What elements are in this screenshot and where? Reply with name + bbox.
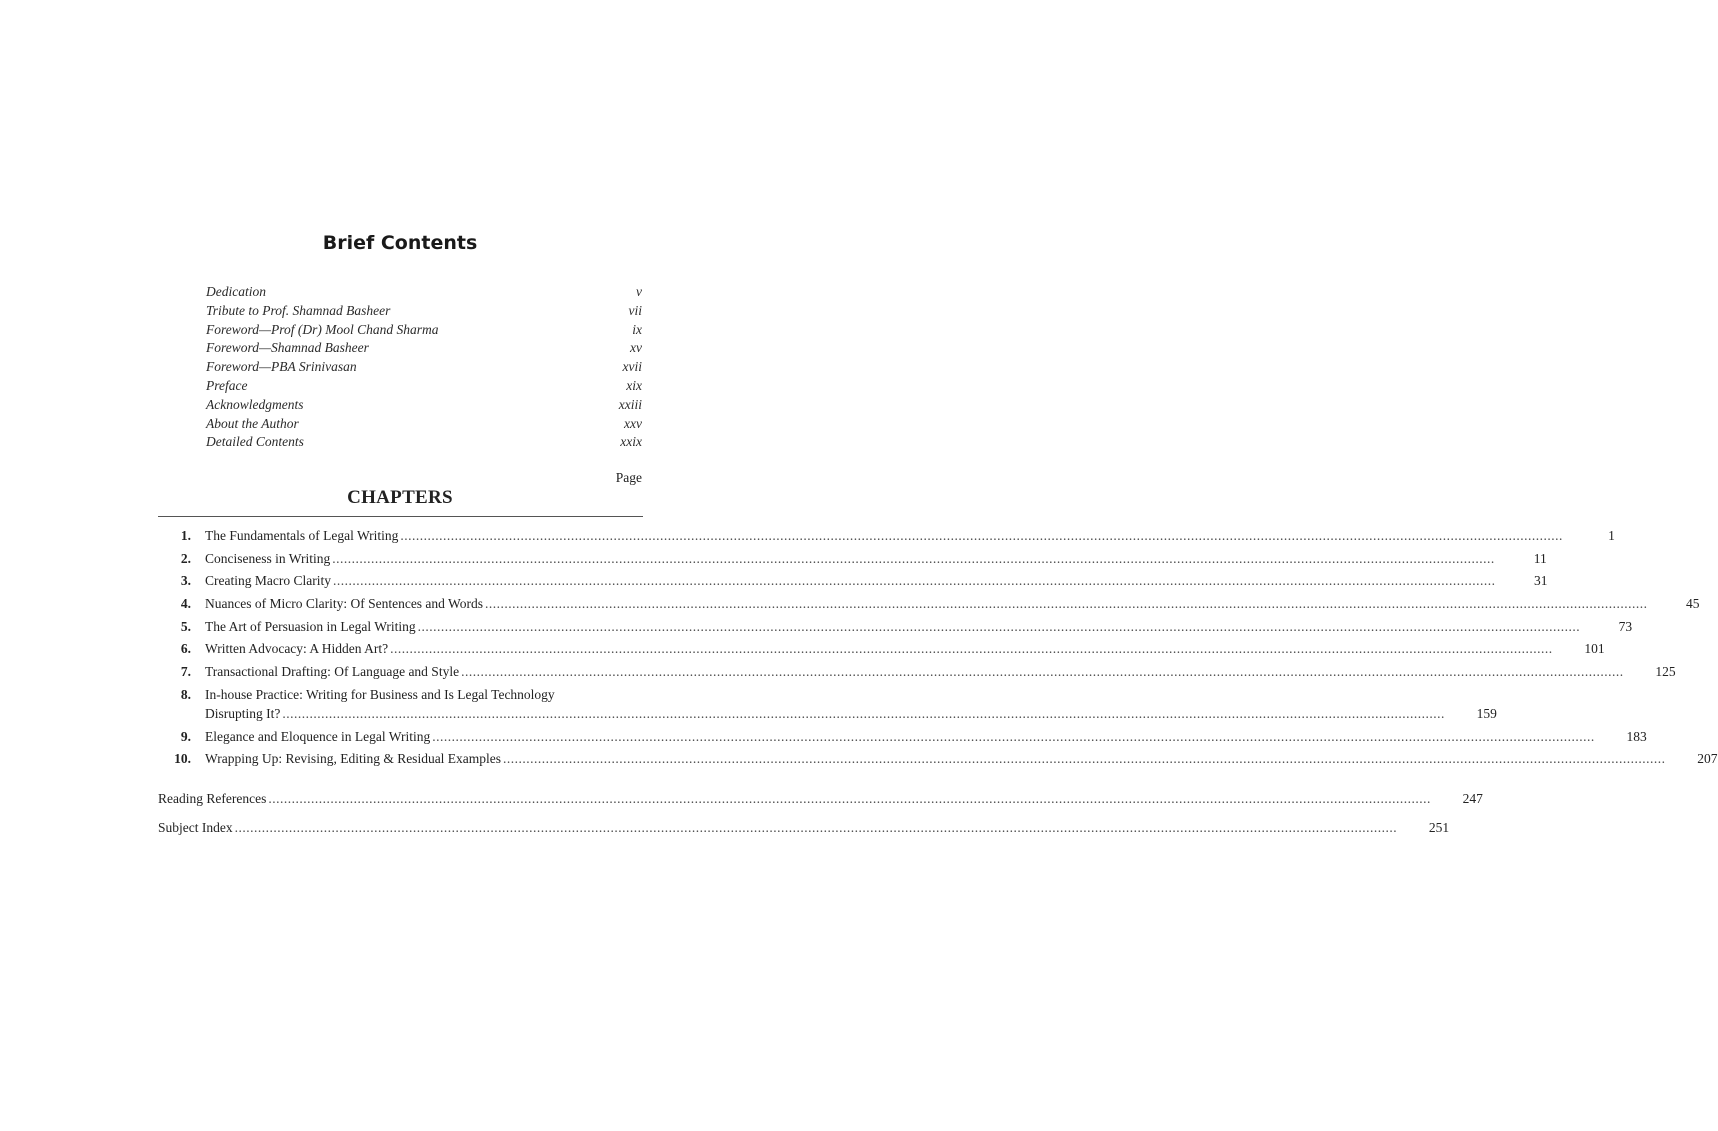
back-matter-page: 247	[1462, 791, 1483, 806]
prelim-label: Acknowledgments	[206, 396, 304, 412]
prelim-label: Preface	[206, 377, 248, 393]
chapter-body	[205, 594, 1699, 613]
prelim-label: Tribute to Prof. Shamnad Basheer	[206, 302, 391, 318]
chapter-entry	[158, 639, 1605, 658]
chapter-title: Transactional Drafting: Of Language and Style	[205, 664, 460, 680]
prelim-page: xxiii	[618, 396, 642, 412]
prelim-entry	[206, 415, 642, 434]
chapter-title: In-house Practice: Writing for Business and Is Legal Technology	[205, 686, 555, 702]
chapter-number: 10.	[174, 751, 191, 767]
divider-rule	[158, 516, 643, 517]
chapter-page: 31	[1533, 573, 1548, 589]
chapter-entry	[158, 571, 1548, 590]
chapter-body	[205, 749, 1718, 768]
chapter-title: Nuances of Micro Clarity: Of Sentences and Words	[205, 596, 483, 612]
chapter-line	[205, 571, 1547, 590]
prelim-page: xxix	[620, 434, 642, 450]
dot-leader: ............................................................................................................................................................................................................................................................................................................	[282, 705, 1445, 721]
prelim-label: Foreword—PBA Srinivasan	[206, 359, 357, 375]
chapter-entry	[158, 662, 1676, 681]
chapter-body	[205, 662, 1676, 681]
chapters-heading: CHAPTERS	[347, 487, 453, 508]
chapter-number: 7.	[180, 664, 191, 680]
chapter-line	[205, 594, 1699, 613]
chapter-page: 159	[1476, 705, 1497, 721]
prelim-page: v	[636, 284, 642, 299]
prelim-page: ix	[632, 321, 642, 337]
chapter-line	[205, 662, 1676, 681]
chapter-title: Creating Macro Clarity	[205, 573, 331, 589]
back-matter-line	[158, 789, 1483, 808]
dot-leader: ............................................................................................................................................................................................................................................................................................................	[268, 791, 1431, 806]
chapter-entry	[158, 526, 1615, 545]
chapter-title: Written Advocacy: A Hidden Art?	[205, 641, 389, 657]
chapter-body	[205, 727, 1647, 746]
chapter-page: 207	[1697, 751, 1718, 767]
chapter-title: Elegance and Eloquence in Legal Writing	[205, 728, 431, 744]
page-title: Brief Contents	[322, 232, 478, 254]
prelim-label: Foreword—Prof (Dr) Mool Chand Sharma	[206, 321, 439, 337]
chapter-page: 183	[1626, 728, 1647, 744]
dot-leader: ............................................................................................................................................................................................................................................................................................................	[400, 528, 1563, 543]
prelim-entry	[206, 433, 642, 452]
prelim-label: Foreword—Shamnad Basheer	[206, 340, 369, 356]
prelim-entry	[206, 339, 642, 358]
back-matter-entry	[158, 818, 1450, 837]
chapter-body	[205, 571, 1547, 590]
prelim-page: vii	[628, 302, 642, 318]
chapter-body	[205, 617, 1632, 636]
prelim-entry	[206, 358, 642, 377]
prelim-label: Dedication	[206, 284, 266, 299]
chapter-title: The Fundamentals of Legal Writing	[205, 528, 399, 543]
prelim-page: xix	[626, 377, 642, 393]
chapter-body	[205, 526, 1615, 545]
prelim-entry	[206, 396, 642, 415]
prelim-label: Detailed Contents	[206, 434, 304, 450]
chapter-number: 1.	[180, 528, 191, 543]
prelim-label: About the Author	[206, 415, 299, 431]
chapter-body	[205, 639, 1605, 658]
prelim-page: xvii	[622, 359, 642, 375]
chapter-page: 45	[1685, 596, 1700, 612]
chapter-title: The Art of Persuasion in Legal Writing	[205, 618, 416, 634]
prelims-list	[206, 283, 642, 452]
chapter-number: 5.	[180, 618, 191, 634]
prelim-entry	[206, 321, 642, 340]
chapter-number: 4.	[180, 596, 191, 612]
back-matter-entry	[158, 789, 1483, 808]
chapters-list	[158, 526, 1718, 772]
chapter-page: 73	[1618, 618, 1633, 634]
dot-leader: ............................................................................................................................................................................................................................................................................................................	[503, 751, 1666, 767]
back-matter-label: Subject Index	[158, 820, 233, 835]
chapter-entry	[158, 685, 1497, 723]
prelim-entry	[206, 283, 642, 302]
chapter-title: Wrapping Up: Revising, Editing & Residual Examples	[205, 751, 502, 767]
chapter-number: 6.	[180, 641, 191, 657]
dot-leader: ............................................................................................................................................................................................................................................................................................................	[234, 820, 1398, 835]
chapter-page: 11	[1533, 550, 1547, 566]
chapter-line	[205, 639, 1605, 658]
chapter-number: 8.	[180, 686, 191, 702]
chapter-line	[205, 617, 1632, 636]
chapter-line	[205, 526, 1615, 545]
chapter-entry	[158, 594, 1700, 613]
back-matter-line	[158, 818, 1450, 837]
back-matter-page: 251	[1428, 820, 1450, 835]
chapter-line	[205, 727, 1647, 746]
dot-leader: ............................................................................................................................................................................................................................................................................................................	[332, 573, 1496, 589]
chapter-body	[205, 549, 1547, 568]
chapter-entry	[158, 727, 1647, 746]
dot-leader: ............................................................................................................................................................................................................................................................................................................	[461, 664, 1624, 680]
dot-leader: ............................................................................................................................................................................................................................................................................................................	[484, 596, 1648, 612]
chapter-line	[205, 685, 1497, 704]
chapter-number: 2.	[180, 550, 191, 566]
prelim-page: xv	[630, 340, 642, 356]
dot-leader: ............................................................................................................................................................................................................................................................................................................	[332, 550, 1495, 566]
chapter-page: 1	[1608, 528, 1615, 543]
chapter-entry	[158, 617, 1633, 636]
chapter-body	[205, 685, 1497, 723]
back-matter-label: Reading References	[158, 791, 267, 806]
chapter-page: 125	[1655, 664, 1676, 680]
chapter-title: Disrupting It?	[205, 705, 281, 721]
chapter-line	[205, 549, 1547, 568]
chapter-number: 9.	[180, 728, 191, 744]
dot-leader: ............................................................................................................................................................................................................................................................................................................	[390, 641, 1553, 657]
chapter-line	[205, 749, 1718, 768]
chapter-page: 101	[1584, 641, 1605, 657]
prelim-page: xxv	[624, 415, 642, 431]
dot-leader: ............................................................................................................................................................................................................................................................................................................	[432, 728, 1595, 744]
page-column-label: Page	[615, 470, 642, 485]
chapter-entry	[158, 549, 1547, 568]
chapter-line	[205, 704, 1497, 723]
chapter-entry	[158, 749, 1718, 768]
chapter-number: 3.	[180, 573, 191, 589]
prelim-entry	[206, 377, 642, 396]
dot-leader: ............................................................................................................................................................................................................................................................................................................	[417, 618, 1581, 634]
prelim-entry	[206, 302, 642, 321]
chapter-title: Conciseness in Writing	[205, 550, 331, 566]
